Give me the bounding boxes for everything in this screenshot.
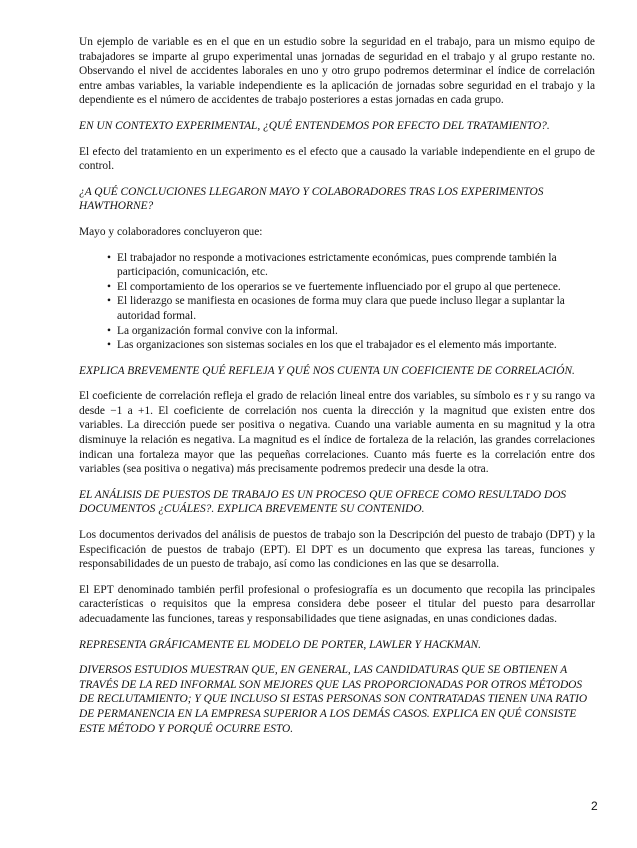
list-item-text: El comportamiento de los operarios se ve fuertemente influenciado por el grupo al que pertenece. — [117, 280, 561, 293]
bullet-icon: • — [107, 339, 111, 352]
question-informal-network: DIVERSOS ESTUDIOS MUESTRAN QUE, EN GENERAL, LAS CANDIDATURAS QUE SE OBTIENEN A TRAVÉS DE LA RED INFORMAL SON MEJORES QUE LAS PROPORCIONADAS POR OTROS MÉTODOS DE RECLUTAMIENTO; Y QUE INCLUSO SI ESTAS PERSONAS SON CONTRATADAS TIENEN UNA RATIO DE PERMANENCIA EN LA EMPRESA SUPERIOR A LOS DEMÁS CASOS. EXPLICA EN QUÉ CONSISTE ESTE MÉTODO Y PORQUÉ OCURRE ESTO. — [79, 664, 588, 735]
question-treatment-effect: EN UN CONTEXTO EXPERIMENTAL, ¿QUÉ ENTENDEMOS POR EFECTO DEL TRATAMIENTO?. — [79, 119, 550, 132]
answer-treatment-effect: El efecto del tratamiento en un experimento es el efecto que a causado la variable independiente en el grupo de control. — [79, 145, 595, 173]
question-porter-model: REPRESENTA GRÁFICAMENTE EL MODELO DE PORTER, LAWLER Y HACKMAN. — [79, 638, 482, 651]
page-number: 2 — [591, 799, 598, 813]
list-item — [107, 251, 595, 280]
question-hawthorne: ¿A QUÉ CONCLUCIONES LLEGARON MAYO Y COLABORADORES TRAS LOS EXPERIMENTOS HAWTHORNE? — [79, 185, 544, 213]
bullet-icon: • — [107, 280, 111, 293]
list-item-text: La organización formal convive con la informal. — [117, 324, 338, 337]
list-item-text: El trabajador no responde a motivaciones estrictamente económicas, pues comprende también la participación, comunicación, etc. — [117, 251, 557, 279]
hawthorne-conclusions-list — [79, 251, 595, 353]
list-item — [107, 280, 595, 295]
list-item — [107, 338, 595, 353]
bullet-icon: • — [107, 324, 111, 337]
bullet-icon: • — [107, 251, 111, 264]
intro-paragraph: Un ejemplo de variable es en el que en un estudio sobre la seguridad en el trabajo, para un mismo equipo de trabajadores se imparte al grupo experimental unas jornadas de seguridad en el trabajo y al grupo restante no. Observando el nivel de accidentes laborales en uno y otro grupo podremos determinar el índice de correlación entre ambas variables, la variable independiente es la aplicación de jornadas sobre seguridad en el trabajo y la dependiente es el número de accidentes de trabajo posteriores a estas jornadas en cada grupo. — [79, 36, 595, 107]
list-item-text: Las organizaciones son sistemas sociales en los que el trabajador es el elemento más importante. — [117, 339, 557, 352]
list-item-text: El liderazgo se manifiesta en ocasiones de forma muy clara que puede incluso llegar a suplantar la autoridad formal. — [117, 295, 565, 322]
document-page — [79, 35, 595, 736]
bullet-icon: • — [107, 295, 111, 308]
answer-hawthorne-intro: Mayo y colaboradores concluyeron que: — [79, 225, 263, 238]
list-item — [107, 294, 595, 323]
list-item — [107, 324, 595, 339]
question-job-analysis: EL ANÁLISIS DE PUESTOS DE TRABAJO ES UN PROCESO QUE OFRECE COMO RESULTADO DOS DOCUMENTOS ¿CUÁLES?. EXPLICA BREVEMENTE SU CONTENIDO. — [79, 488, 567, 516]
question-correlation: EXPLICA BREVEMENTE QUÉ REFLEJA Y QUÉ NOS CUENTA UN COEFICIENTE DE CORRELACIÓN. — [79, 364, 575, 377]
answer-job-analysis-ept: El EPT denominado también perfil profesional o profesiografía es un documento que recopila las principales características o requisitos que la empresa considera debe poseer el titular del puesto para desarrollar adecuadamente las funciones, tareas y responsabilidades que tiene asignadas, en unas condiciones dadas. — [79, 583, 595, 625]
answer-correlation: El coeficiente de correlación refleja el grado de relación lineal entre dos variables, su símbolo es r y su rango va desde −1 a +1. El coeficiente de correlación nos cuenta la dirección y la magnitud que existen entre dos variables. La dirección puede ser positiva o negativa. Cuando una variable aumenta en su magnitud y la otra disminuye la relación es negativa. La magnitud es el índice de fortaleza de la relación, las grandes correlaciones indican una fortaleza mayor que las pequeñas correlaciones. Cuanto más fuerte es la correlación entre dos variables (sea positiva o negativa) más precisamente podremos predecir una desde la otra. — [79, 390, 595, 476]
answer-job-analysis-dpt: Los documentos derivados del análisis de puestos de trabajo son la Descripción del puesto de trabajo (DPT) y la Especificación de puestos de trabajo (EPT). El DPT es un documento que expresa las tareas, funciones y responsabilidades de un puesto de trabajo, así como las condiciones en las que se desarrolla. — [79, 529, 595, 571]
